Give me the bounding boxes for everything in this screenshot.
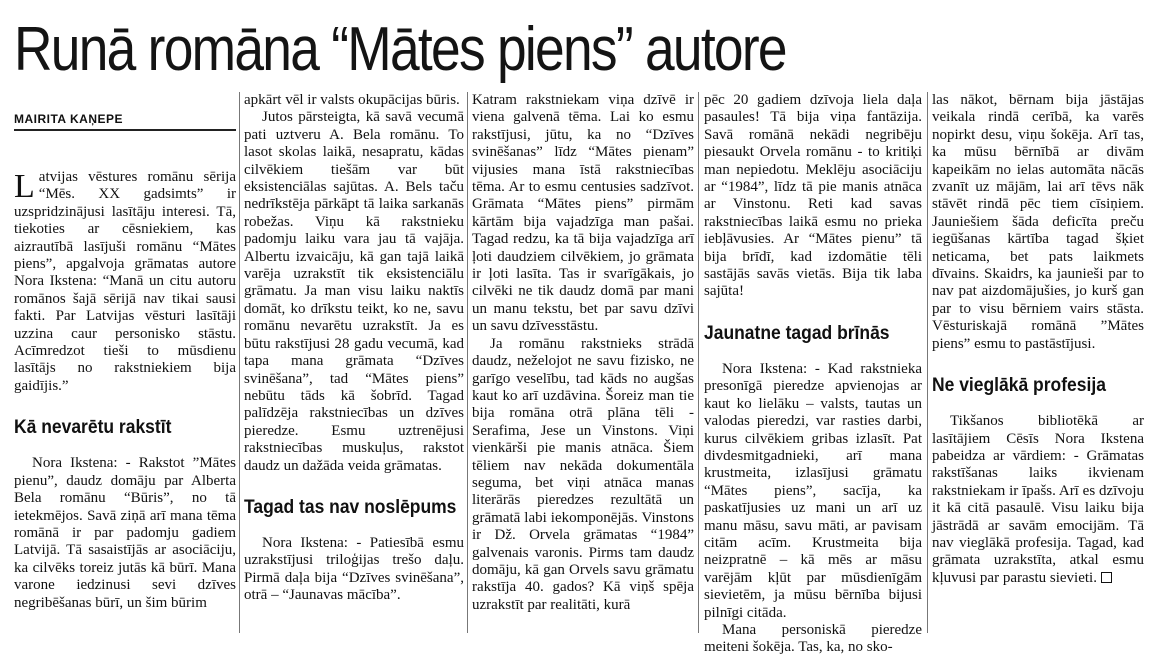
column-rule [698,92,699,633]
paragraph: Jutos pārsteigta, kā savā vecumā pati uztveru A. Bela romānu. To lasot skolas laikā, nesapratu, kādas cilvēkiem tiešām var būt eksistenciālas sajūtas. A. Bels taču nedrīkstēja pārkāpt tā laika sarkanās robežas. Viņu kā rakstnieku padomju laiku vara jau tā vajāja. Albertu izvaicāju, kā gan tajā laikā varēja uzrakstīt tik eksistenciālu grāmatu. Ja man visu laiku naktīs domāt, ko drīkstu teikt, ko ne, savu romānu nevarētu uzrakstīt. Ja es būtu rakstījusi 28 gadu vecumā, kad tapa mana grāmata “Dzīves svinēšana”, tad “Mātes piens” nebūtu tāds kā šobrīd. Tagad palīdzēja rakstniecības un dzīves pieredze. Esmu uztrenējusi rakstniecības muskuļus, rakstot daudz un dažāda veida grāmatas. [244,109,464,474]
headline: Runā romāna “Mātes piens” autore [14,15,786,84]
paragraph [932,413,1144,587]
byline-rule [14,129,236,131]
byline: MAIRITA KAŅEPE [14,112,123,126]
paragraph: Nora Ikstena: - Patiesībā esmu uzrakstījusi triloģijas trešo daļu. Pirmā daļa bija “Dzīves svinēšana”, otrā – “Jaunavas mācība”. [244,534,464,604]
lead-paragraph [14,169,236,395]
subheading: Jaunatne tagad brīnās [704,322,890,344]
paragraph: las nākot, bērnam bija jāstājas veikala rindā cerībā, ka varēs nopirkt desu, viņu šokēja. Arī tas, ka mūsu bērnībā ar divām kapeikām no ielas automāta nācās zvanīt uz mājām, lai arī tēvs nāk stāvēt rindā pēc tiem cīsiņiem. Jauniešiem šāda deficīta preču iegūšanas kārtība tagad šķiet neticama, bet pats laikmets dīvains. Skaidrs, ka jaunieši par to nav pat aizdomājušies, jo kurš gan par to visu bērniem vairs stāsta. Vēsturiskajā romānā ”Mātes piens” esmu to pastāstījusi. [932,92,1144,352]
paragraph: Nora Ikstena: - Kad rakstnieka presonīgā pieredze apvienojas ar kaut ko lielāku – valsts, tautas un valodas pieredzi, var rasties darbi, kurus cilvēkiem gribas izlasīt. Pat divdesmitgadnieki, arī mana krustmeita, izlasījusi grāmatu “Mātes piens”, sacīja, ka paskatījusies uz mani un arī uz manu māsu, savu māti, ar pavisam citām acīm. Krustmeita bija neizpratnē – kā mēs ar māsu varējām kļūt par mūsdienīgām sievietēm, ja mūsu bērnība bijusi pilnīgi citāda. [704,360,922,621]
column-rule [927,92,928,633]
subheading: Tagad tas nav noslēpums [244,496,457,518]
subheading: Kā nevarētu rakstīt [14,417,172,439]
end-mark-icon [1101,572,1112,583]
article-column-4 [704,92,922,656]
lead-text: atvijas vēstures romānu sērija “Mēs. XX gadsimts” ir uzspridzinājusi lasītāju interesi. Tā, tiekoties ar cēsniekiem, kas aizrautībā lasījuši romānu “Mātes piens”, apgalvoja grāmatas autore Nora Ikstena: “Manā un citu autoru romānos šajā sērijā nav tikai sausi fakti. Par Latvijas vēsturi lasītāji uzzina caur personisko stāstu. Acīmredzot tieši to mūsdienu lasītājs no rakstniekiem bija gaidījis.” [14,169,236,394]
paragraph: Mana personiskā pieredze meiteni šokēja. Tas, ka, no sko- [704,621,922,656]
article-column-3 [472,92,694,633]
article-column-2 [244,92,464,633]
paragraph: Nora Ikstena: - Rakstot ”Mātes pienu”, daudz domāju par Alberta Bela romānu “Būris”, no tā ietekmējos. Savā ziņā arī mana tēma romānā ir par padomju gadiem Latvijā. Tā sasaistījās ar asociāciju, ka cilvēks toreiz jutās kā būrī. Mana varone iedzinusi sevi dzīves negribēšanas būrī, un šim būrim [14,455,236,611]
paragraph: Katram rakstniekam viņa dzīvē ir viena galvenā tēma. Lai ko esmu rakstījusi, jūtu, ka no “Dzīves svinēšanas” līdz “Mātes pienam” vijusies mana īstā rakstniecības tēma. Ar to esmu centusies sadzīvot. Grāmata “Mātes piens” pirmām kārtām bija vajadzīga man pašai. Tagad redzu, ka tā bija vajadzīga arī ļoti daudziem cilvēkiem, jo grāmata ir ļoti lasīta. Tas ir svarīgākais, jo cilvēki ne tik daudz domā par mani un manu tekstu, bet par savu dzīvi un savu dzīvesstāstu. [472,92,694,335]
paragraph: pēc 20 gadiem dzīvoja liela daļa pasaules! Tā bija viņa fantāzija. Savā romānā nekādi negribēju piesaukt Orvela romānu - to kritiķi man nepiedotu. Meklēju asociāciju ar “1984”, līdz tā pie manis atnāca ar Vinstonu. Reti kad savas rakstniecības laikā esmu no prieka iebļāvusies. Ar “Mātes pienu” tā bija brīdī, kad izdomātie tēli sastājās savās vietās. Bija tik laba sajūta! [704,92,922,300]
article-column-5 [932,92,1144,633]
paragraph: Ja romānu rakstnieks strādā daudz, neželojot ne savu fizisko, ne garīgo veselību, tad kāds no augšas kaut ko arī uzdāvina. Šoreiz man tie bija romāna otrā plāna tēli - Serafima, Jese un Vinstons. Viņi vienkārši pie manis atnāca. Šiem tēliem nav nekāda dokumentāla seguma, bet viņi atnāca manas literārās pieredzes rezultātā un grāmatā labi iekomponējās. Vinstons ir Dž. Orvela grāmatas “1984” galvenais varonis. Pirms tam daudz domāju, kā gan Orvels savu grāmatu rakstīja 40. gados? Kā viņš spēja uzrakstīt par realitāti, kurā [472,335,694,613]
article-column-1 [14,92,236,633]
drop-cap: L [14,168,35,205]
column-rule [467,92,468,633]
subheading: Ne vieglākā profesija [932,375,1106,397]
paragraph: apkārt vēl ir valsts okupācijas būris. [244,92,460,108]
column-rule [239,92,240,633]
closing-text: Tikšanos bibliotēkā ar lasītājiem Cēsīs Nora Ikstena pabeidza ar vārdiem: - Grāmatas rakstīšanas laiks ikvienam rakstniekam ir īpašs. Arī es dzīvoju it kā citā pasaulē. Visu laiku bija jāstrādā ar savām emocijām. Tā nav vieglākā profesija. Tagad, kad grāmata uzrakstīta, atkal esmu kļuvusi par parastu sievieti. [932,413,1144,586]
